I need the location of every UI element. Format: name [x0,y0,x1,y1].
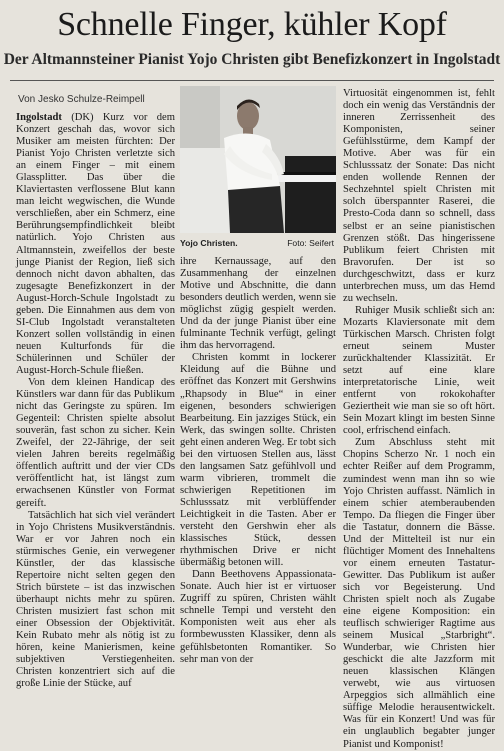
photo-caption [180,238,336,248]
paragraph: Dann Beethovens Appassionata-Sonate. Auch hier ist er virtuoser Zugriff zu spüren, Christen wählt schnelle Tempi und versteht den Komponisten weit aus eher als formbewussten Klassiker, denn als gefühlsbetonten Romantiker. So sehr man von der [180,569,336,665]
caption-name: Yojo Christen. [180,238,238,248]
paragraph: Ruhiger Musik schließt sich an: Mozarts Klaviersonate mit dem Türkischen Marsch. Christen folgt erneut seinem Muster zurückhaltender Klassizität. Er setzt auf eine klare interpretatorische Linie, weit entfernt von rokokohafter Geziertheit wie man sie so oft hört. Sein Mozart klingt im besten Sinne cool, erfrischend einfach. [343,304,495,437]
pianist-photo [180,86,336,233]
paragraph: ihre Kernaussage, auf den Zusammenhang der einzelnen Motive und Abschnitte, die dann besonders deutlich werden, wenn sie möglichst zügig gespielt werden. Und da der junge Pianist über eine fulminante Technik verfügt, gelingt ihm das hervorragend. [180,256,336,352]
column-1 [16,112,175,690]
paragraph: Virtuosität eingenommen ist, fehlt doch ein wenig das Verständnis der inneren Zerrissenheit des Komponisten, seiner Gefühlsstürme, dem Kampf der Motive. Aber was für ein Schlusssatz der Sonate: Das nicht enden wollende Rennen der Sechzehntel spielt Christen mit solch überspannter Raserei, die Presto-Coda dann so schnell, dass selbst er an seine pianistischen Grenzen stößt. Das hingerissene Publikum feiert Christen mit Bravorufen. Der ist so durchgeschwitzt, dass er kurz unterbrechen muss, um das Hemd zu wechseln. [343,88,495,304]
dateline-location: Ingolstadt [16,112,62,123]
header-rule [10,80,494,81]
headline: Schnelle Finger, kühler Kopf [57,6,447,43]
photo-credit: Foto: Seifert [287,238,334,248]
paragraph: Zum Abschluss steht mit Chopins Scherzo Nr. 1 noch ein echter Reißer auf dem Programm, zumindest wenn man ihn so wie Yojo Christen auffasst. Nämlich in einem schier atemberaubenden Tempo. Da fliegen die Finger über die Tastatur, donnern die Bässe. Und der Mittelteil ist nur ein flüchtiger Moment des Innehaltens vor einem erneuten Tastatur-Gewitter. Das Publikum ist außer sich vor Begeisterung. Und Christen spielt noch als Zugabe eine eigene Komposition: ein teuflisch schwieriger Ragtime aus seinem Musical „Starbright“. Wunderbar, wie Christen hier geschickt die alte Jazzform mit neuen klassischen Klängen verwebt, wie aus virtuosen Arpeggios sich allmählich eine süffige Melodie herausentwickelt. Was für ein Konzert! Und was für ein unglaublich begabter junger Pianist und Komponist! [343,437,495,750]
paragraph: Von dem kleinen Handicap des Künstlers war dann für das Publikum nicht das Geringste zu spüren. Im Gegenteil: Christen spielte absolut souverän, fast schon zu sicher. Kein Zweifel, der 22-Jährige, der seit vielen Jahren bereits regelmäßig öffentlich auftritt und der vier CDs veröffentlicht hat, ist längst zum erwachsenen Künstler von Format gereift. [16,377,175,509]
lead-paragraph [16,112,175,377]
lead-text: (DK) Kurz vor dem Konzert geschah das, wovor sich Musiker am meisten fürchten: Der Pianist Yojo Christen verletzte sich an einem Finger – mit einem Glassplitter. Das über die Klaviertasten verflossene Blut kann man leicht wegwischen, die Wunde verschließen, aber ein Schmerz, eine Berührungsempfindlichkeit bleibt natürlich. Yojo Christen aus Altmannstein, zweifellos der beste junge Pianist der Region, ließ sich dennoch nicht davon abhalten, das zugesagte Benefizkonzert in der August-Horch-Schule Ingolstadt zu geben. Die Einnahmen aus dem von SI-Club Ingolstadt veranstalteten Konzert sollen vollständig in einen neuen Kulturfonds für die Schülerinnen und Schüler der August-Horch-Schule fließen. [16,112,175,376]
subheadline: Der Altmannsteiner Pianist Yojo Christen gibt Benefizkonzert in Ingolstadt [3,51,501,68]
paragraph: Christen kommt in lockerer Kleidung auf die Bühne und eröffnet das Konzert mit Gershwins „Rhapsody in Blue“ in einer eigenen, besonders schwierigen Bearbeitung. Ein jazziges Stück, ein Werk, das swingen sollte. Christen geht einen anderen Weg. Er tobt sich bei den virtuosen Stellen aus, lässt den langsamen Satz gefühlvoll und warm vibrieren, trommelt die schwierigen Repetitionen im Schlusssatz mit verblüffender Leichtigkeit in die Tasten. Aber er versteht den Gershwin eher als klassisches Stück, dessen rhythmischen Drive er nicht übermäßig betonen will. [180,352,336,569]
column-3 [343,88,495,751]
column-2 [180,256,336,666]
paragraph: Tatsächlich hat sich viel verändert in Yojo Christens Musikverständnis. War er vor Jahren noch ein stürmisches Genie, ein verwegener Künstler, der das klassische Repertoire nicht selten gegen den Strich bürstete – ist das inzwischen überhaupt nichts mehr zu spüren. Christen musiziert fast schon mit einer Obsession der Objektivität. Kein Rubato mehr als nötig ist zu hören, keine Manierismen, keine subjektiven Verstiegenheiten. Christen konzentriert sich auf die große Linie der Stücke, auf [16,509,175,690]
byline: Von Jesko Schulze-Reimpell [18,94,145,105]
pianist-at-piano-image [180,86,336,233]
